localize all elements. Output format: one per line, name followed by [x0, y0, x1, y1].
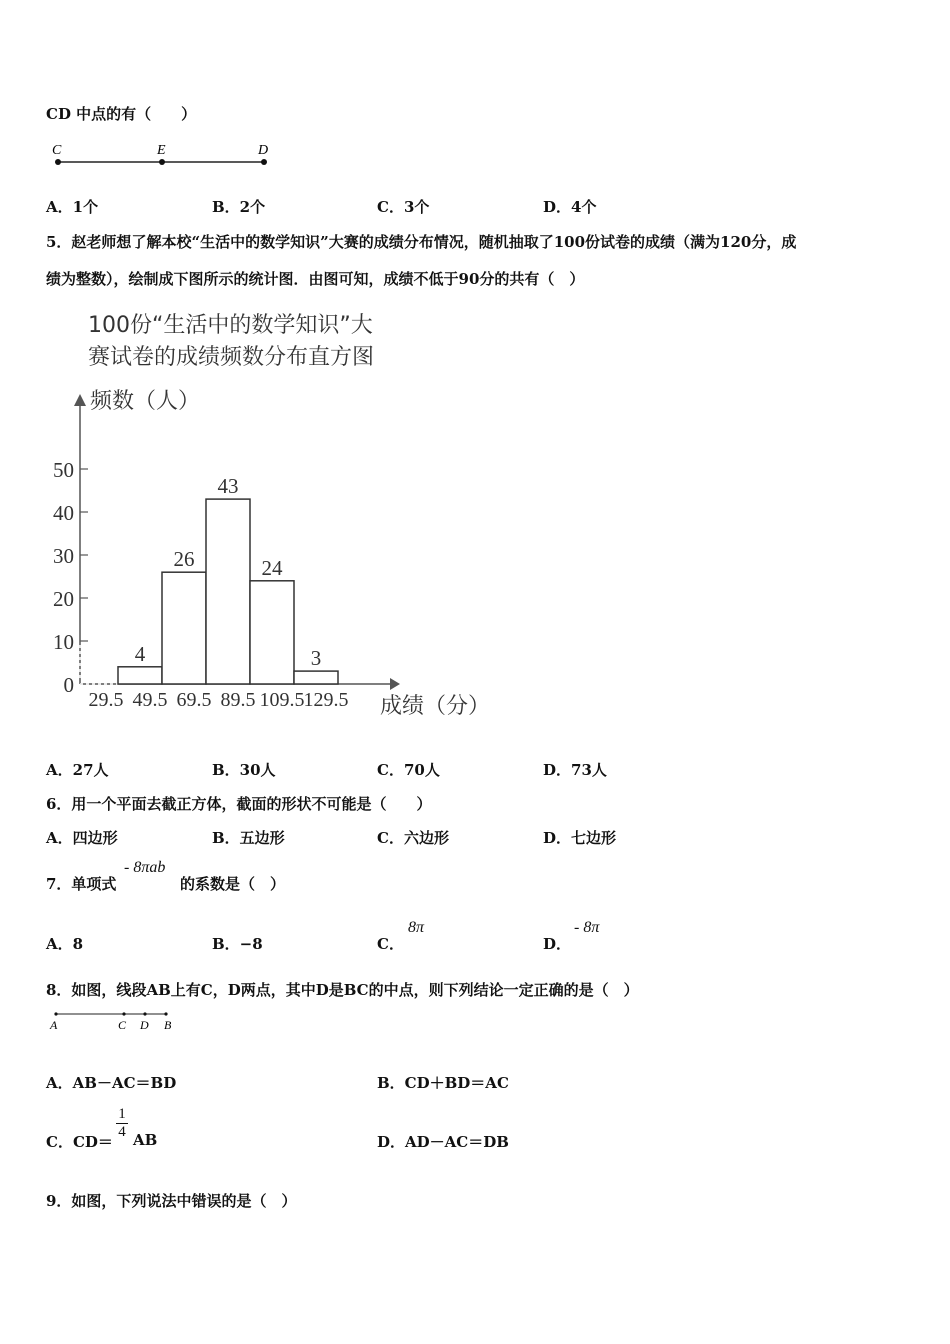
q5-stem-line2: 绩为整数），绘制成下图所示的统计图．由图可知，成绩不低于90分的共有（ ）: [46, 270, 585, 288]
x-tick-label: 129.5: [303, 689, 349, 711]
point-c: [122, 1012, 125, 1015]
q7-option-c[interactable]: C．: [377, 935, 404, 953]
q5-option-a[interactable]: A．27人: [46, 761, 109, 779]
y-tick-label: 50: [53, 458, 74, 482]
fraction-denominator: 4: [118, 1124, 126, 1140]
q8-option-c-prefix: C．CD＝: [46, 1133, 113, 1151]
q7-option-a[interactable]: A．8: [46, 935, 84, 953]
histogram-bar: [250, 581, 294, 684]
histogram-bar: [162, 572, 206, 684]
q9-stem: 9．如图，下列说法中错误的是（ ）: [46, 1192, 297, 1210]
q7-expression: - 8πab: [124, 859, 166, 876]
q6-stem: 6．用一个平面去截正方体，截面的形状不可能是（ ）: [46, 795, 432, 813]
label-c: C: [118, 1018, 127, 1032]
q5-option-d[interactable]: D．73人: [543, 761, 607, 779]
q8-option-c[interactable]: [46, 1131, 113, 1152]
histogram-bar: [206, 499, 250, 684]
fraction-numerator: 1: [118, 1106, 126, 1122]
q6-option-b[interactable]: B．五边形: [212, 829, 285, 847]
q7-option-d[interactable]: D．: [543, 935, 572, 953]
q5-option-b[interactable]: B．30人: [212, 761, 276, 779]
point-c: [55, 159, 61, 165]
bar-value-label: 3: [310, 646, 322, 671]
q4-option-d[interactable]: D．4个: [543, 198, 597, 216]
y-axis-arrow: [74, 394, 86, 406]
q4-option-b[interactable]: B．2个: [212, 198, 266, 216]
label-d: D: [140, 1018, 149, 1032]
q7-option-c-expr: 8π: [408, 919, 425, 936]
q7-option-b[interactable]: B．−8: [212, 935, 263, 953]
bar-value-label: 26: [173, 547, 195, 572]
histogram-chart: [40, 300, 520, 730]
q6-option-c[interactable]: C．六边形: [377, 829, 449, 847]
y-tick-label: 0: [63, 673, 74, 697]
label-d: D: [258, 143, 269, 158]
y-tick-label: 20: [53, 587, 74, 611]
y-tick-label: 40: [53, 501, 74, 525]
bar-value-label: 24: [261, 555, 283, 580]
y-tick-label: 30: [53, 544, 74, 568]
label-c: C: [52, 143, 62, 158]
histogram-bar: [294, 671, 338, 684]
q4-option-c[interactable]: C．3个: [377, 198, 430, 216]
q8-option-a[interactable]: A．AB－AC＝BD: [46, 1074, 177, 1092]
q4-segment-figure: [44, 138, 284, 174]
q7-stem-suffix: 的系数是（ ）: [180, 875, 286, 893]
label-a: A: [50, 1018, 58, 1032]
point-b: [164, 1012, 167, 1015]
q5-option-c[interactable]: C．70人: [377, 761, 440, 779]
q8-stem: 8．如图，线段AB上有C，D两点，其中D是BC的中点，则下列结论一定正确的是（ ）: [46, 981, 639, 999]
x-tick-label: 69.5: [176, 689, 212, 711]
bar-value-label: 4: [134, 641, 146, 666]
q6-option-d[interactable]: D．七边形: [543, 829, 617, 847]
y-tick-label: 10: [53, 630, 74, 654]
q8-option-c-fraction: [116, 1106, 128, 1141]
bar-value-label: 43: [217, 474, 239, 499]
histogram-bar: [118, 667, 162, 684]
point-e: [159, 159, 165, 165]
chart-title-line1: 100份“生活中的数学知识”大: [88, 313, 373, 338]
x-tick-label: 49.5: [132, 689, 168, 711]
x-tick-label: 89.5: [220, 689, 256, 711]
q8-option-b[interactable]: B．CD＋BD＝AC: [377, 1074, 509, 1092]
chart-y-axis-label: 频数（人）: [90, 389, 201, 414]
q8-segment-figure: [46, 1008, 186, 1036]
x-axis-arrow: [390, 678, 400, 690]
label-e: E: [157, 143, 166, 158]
q8-option-c-suffix: AB: [133, 1131, 158, 1149]
point-d: [261, 159, 267, 165]
q6-option-a[interactable]: A．四边形: [46, 829, 118, 847]
q7-stem-prefix: 7．单项式: [46, 875, 117, 893]
chart-title-line2: 赛试卷的成绩频数分布直方图: [88, 345, 375, 370]
x-tick-label: 29.5: [88, 689, 124, 711]
q5-stem-line1: 5．赵老师想了解本校“生活中的数学知识”大赛的成绩分布情况，随机抽取了100份试卷的成绩（满为120分，成: [46, 233, 797, 251]
chart-x-axis-label: 成绩（分）: [380, 694, 491, 719]
point-a: [54, 1012, 57, 1015]
label-b: B: [164, 1018, 172, 1032]
x-tick-label: 109.5: [259, 689, 305, 711]
q4-option-a[interactable]: A．1个: [46, 198, 99, 216]
q7-option-d-expr: - 8π: [574, 919, 600, 936]
q8-option-d[interactable]: D．AD－AC＝DB: [377, 1133, 509, 1151]
point-d: [143, 1012, 146, 1015]
q4-stem: CD 中点的有（ ）: [46, 105, 197, 123]
